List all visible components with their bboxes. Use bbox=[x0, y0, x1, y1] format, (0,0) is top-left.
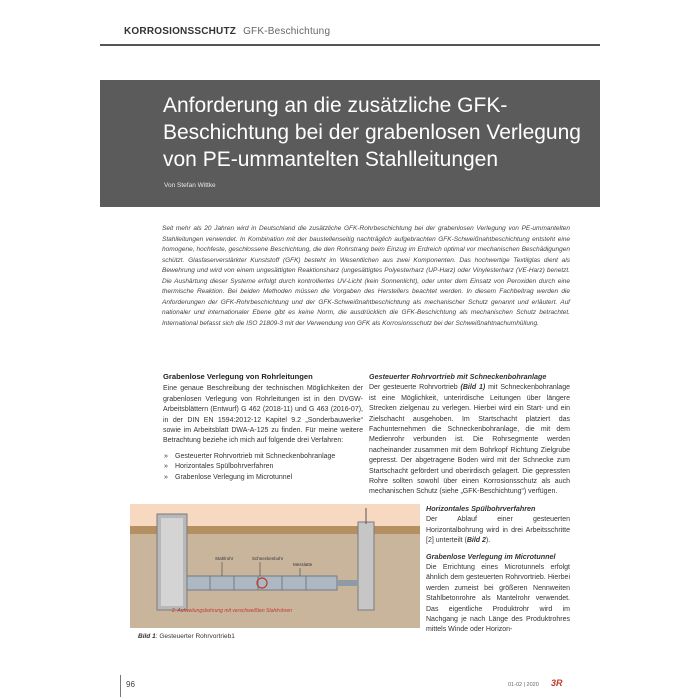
body-paragraph: Eine genaue Beschreibung der technischen Möglichkeiten der grabenlosen Verlegung von Rohrleitungen ist in den DVGW-Arbeitsblättern (Entwurf) G 462 (2018-11) und G 463 (2016-07), in der DIN EN 1594:2012-12 Kapitel 9.2 „Sonderbauwerke“ sowie im Arbeitsblatt DWA-A-125 zu finden. Für meine weitere Betrachtung beziehe ich mich auf folgende drei Verfahren: bbox=[163, 385, 363, 445]
pilot-rod bbox=[337, 580, 358, 586]
left-column bbox=[163, 372, 363, 483]
diagram-label: Stahlrohr bbox=[215, 556, 234, 561]
target-shaft bbox=[358, 522, 374, 610]
header-rule bbox=[100, 44, 600, 46]
figure-reference: (Bild 1) bbox=[460, 384, 486, 392]
figure-pipe-jacking bbox=[130, 504, 420, 628]
text-run: Der gesteuerte Rohrvortrieb bbox=[369, 384, 461, 392]
title-banner bbox=[100, 80, 600, 207]
section-heading: Grabenlose Verlegung von Rohrleitungen bbox=[163, 372, 313, 381]
running-header bbox=[124, 26, 330, 37]
text-run: ). bbox=[485, 537, 491, 545]
figure-caption bbox=[138, 633, 235, 640]
pipe-jacking-diagram bbox=[130, 504, 420, 628]
body-paragraph bbox=[426, 515, 570, 546]
list-item: » Horizontales Spülbohrverfahren bbox=[163, 462, 363, 472]
diagram-label: Messlatte bbox=[293, 562, 313, 567]
list-item: » Gesteuerter Rohrvortrieb mit Schneckenbohranlage bbox=[163, 452, 363, 462]
list-item: » Grabenlose Verlegung im Microtunnel bbox=[163, 473, 363, 483]
header-subsection: GFK-Beschichtung bbox=[243, 26, 331, 37]
caption-text: : Gesteuerter Rohrvortrieb1 bbox=[155, 633, 235, 640]
right-column bbox=[369, 372, 570, 503]
body-paragraph: Die Errichtung eines Microtunnels erfolgt ähnlich dem gesteuerten Rohrvortrieb. Hierbei werden zumeist bei größeren Nennweiten Stahlbetonrohre als Mantelrohr verwendet. Das eigentliche Produktrohr wird im Nachgang je nach Länge des Produktrohres mittels Winde oder Horizon- bbox=[426, 564, 570, 634]
page-number: 96 bbox=[126, 680, 135, 689]
footer-rule bbox=[120, 675, 121, 697]
start-shaft-inner bbox=[161, 518, 183, 606]
diagram-label: Schneckenbohr bbox=[252, 556, 284, 561]
text-run: Der Ablauf einer gesteuerten Horizontalbohrung wird in drei Arbeitsschritte [2] unterteilt ( bbox=[426, 516, 570, 545]
subsection-heading: Grabenlose Verlegung im Microtunnel bbox=[426, 551, 556, 561]
method-list bbox=[163, 452, 363, 483]
diagram-inner-caption: 2. Aufweitungsbohrung mit verschweißten Stahlrohren bbox=[172, 608, 292, 614]
journal-logo: 3R bbox=[551, 678, 563, 688]
byline: Von Stefan Wittke bbox=[164, 182, 216, 189]
intro-paragraph: Seit mehr als 20 Jahren wird in Deutschland die zusätzliche GFK-Rohrbeschichtung bei der grabenlosen Verlegung von PE-ummantelten Stahlleitungen verwendet. In Kombination mit der baustellenseitig nachträglich aufgebrachten GFK-Schweißnahtbeschichtung entsteht eine homogene, hochfeste, geschlossene Beschichtung, die den Rohrstrang beim Einzug im Erdreich optimal vor mechanischen Beschädigungen schützt. Glasfaserverstärkter Kunststoff (GFK) besteht im Wesentlichen aus zwei Komponenten. Das hochwertige Textilglas dient als Bewehrung und wird von einem ungesättigten Reaktionsharz (ungesättigtes Polyesterharz (UP-Harz) oder Vinylesterharz (VE-Harz) benetzt. Die Aushärtung dieser Systeme erfolgt durch kontrolliertes UV-Licht (kein Sonnenlicht), oder unter dem Einsatz von Peroxiden durch eine thermische Reaktion. Bei beiden Methoden müssen die Vorgaben des Herstellers beachtet werden. In diesem Fachbeitrag werden die Anforderungen der GFK-Rohrbeschichtung und der GFK-Schweißnahtbeschichtung als mechanischer Schutz genannt und erläutert. Auf nationaler und internationaler Ebene gibt es keine Norm, die ausdrücklich die GFK-Beschichtung als mechanischen Schutz betrachtet. International befasst sich die ISO 21809-3 mit der Verwendung von GFK als Korrosionsschutz bei der Schweißnahtnachumhüllung. bbox=[162, 225, 570, 327]
issue-number: 01-02 | 2020 bbox=[508, 682, 539, 688]
figure-reference: Bild 2 bbox=[466, 537, 486, 545]
subsection-heading: Horizontales Spülbohrverfahren bbox=[426, 504, 536, 513]
body-paragraph bbox=[369, 383, 570, 497]
article-title: Anforderung an die zusätzliche GFK-Beschichtung bei der grabenlosen Verlegung von PE-ummantelten Stahlleitungen bbox=[163, 94, 581, 171]
subsection-heading: Gesteuerter Rohrvortrieb mit Schneckenbohranlage bbox=[369, 372, 547, 381]
right-column-continued bbox=[426, 504, 570, 641]
caption-label: Bild 1 bbox=[138, 633, 156, 640]
text-run: mit Schneckenbohranlage ist eine Möglichkeit, unterirdische Leitungen über längere Strecken zielgenau zu verlegen. Hierbei wird ein Start- und ein Zielschacht ausgehoben. Im Startschacht platziert das Fachunternehmen die Schneckenbohranlage, die mit dem Medienrohr verbunden ist. Die Rohrsegmente werden nacheinander zusammen mit dem Bohrkopf Richtung Zielgrube gepresst. Der abgetragene Boden wird mit der Schnecke zum Startschacht gefördert und oberirdisch gelagert. Die gepressten Rohre sollten sowohl über einen Korrosionsschutz als auch mechanischen Schutz (siehe „GFK-Beschichtung“) verfügen. bbox=[369, 384, 570, 496]
header-section: KORROSIONSSCHUTZ bbox=[124, 26, 237, 37]
